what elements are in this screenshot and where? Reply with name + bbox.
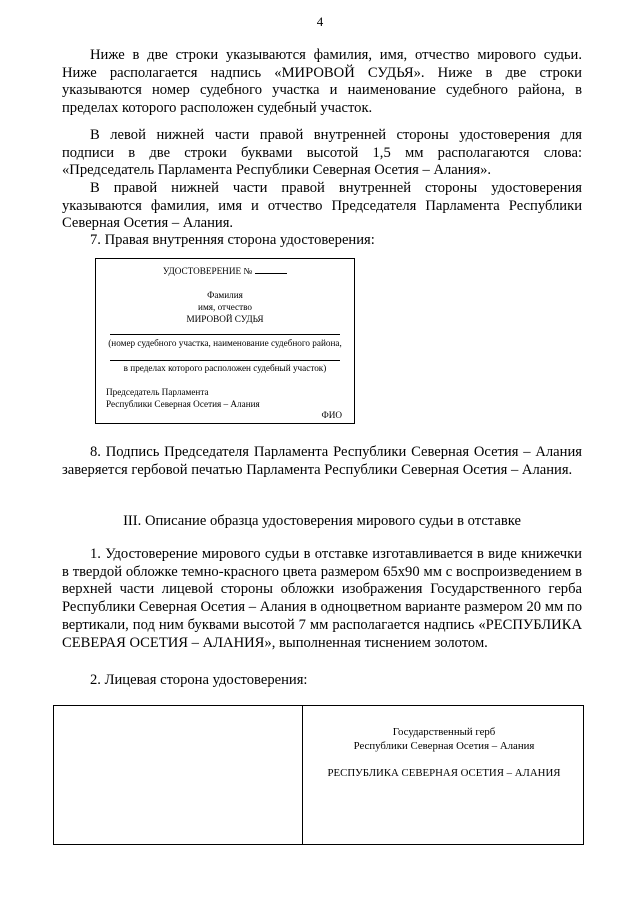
- district-rule-2: [110, 360, 340, 361]
- paragraph-item-8: 8. Подпись Председателя Парламента Республики Северная Осетия – Алания заверяется гербовой печатью Парламента Республики Северная Осетия – Алания.: [62, 444, 582, 478]
- certificate-fio: ФИО: [321, 410, 342, 420]
- paragraph-judge-name: Ниже в две строки указываются фамилия, имя, отчество мирового судьи. Ниже располагается надпись «МИРОВОЙ СУДЬЯ». Ниже в две строки указываются номер судебного участка и наименование судебного района, в пределах которого расположен судебный участок.: [62, 47, 582, 117]
- certificate-district-line1: (номер судебного участка, наименование судебного района,: [108, 338, 342, 348]
- certificate-front-sample: [53, 705, 584, 845]
- paragraph-item-7: 7. Правая внутренняя сторона удостоверения:: [90, 232, 375, 248]
- certificate-signer-line1: Председатель Парламента: [106, 387, 209, 397]
- district-rule-1: [110, 334, 340, 335]
- section-heading-3: III. Описание образца удостоверения мирового судьи в отставке: [123, 513, 521, 529]
- certificate-name-patronymic: имя, отчество: [198, 302, 252, 312]
- certificate-title-row: [96, 265, 354, 277]
- paragraph-retired-description: 1. Удостоверение мирового судьи в отставке изготавливается в виде книжечки в твердой обложке темно-красного цвета размером 65х90 мм с воспроизведением в верхней части лицевой стороны обложки изображения Государственного герба Республики Северная Осетия – Алания в одноцветном варианте размером 20 мм по вертикали, под ним буквами высотой 7 мм располагается надпись «РЕСПУБЛИКА СЕВЕРАЯ ОСЕТИЯ – АЛАНИЯ», выполненная тиснением золотом.: [62, 546, 582, 651]
- paragraph-chairman-name: В правой нижней части правой внутренней стороны удостоверения указываются фамилия, имя и отчество Председателя Парламента Республики Северная Осетия – Алания.: [62, 180, 582, 232]
- certificate-district-line2: в пределах которого расположен судебный участок): [123, 363, 327, 373]
- certificate-number-blank: [255, 265, 287, 274]
- paragraph-front-side: 2. Лицевая сторона удостоверения:: [90, 672, 308, 688]
- certificate-signer-line2: Республики Северная Осетия – Алания: [106, 399, 260, 409]
- front-emblem-line2: Республики Северная Осетия – Алания: [353, 740, 535, 752]
- certificate-inner-sample: [95, 258, 355, 424]
- page-number: 4: [316, 14, 324, 29]
- front-inscription: РЕСПУБЛИКА СЕВЕРНАЯ ОСЕТИЯ – АЛАНИЯ: [327, 767, 561, 779]
- certificate-surname: Фамилия: [207, 290, 243, 300]
- certificate-position: МИРОВОЙ СУДЬЯ: [186, 314, 264, 324]
- paragraph-chairman-signature: В левой нижней части правой внутренней стороны удостоверения для подписи в две строки буквами высотой 1,5 мм располагаются слова: «Председатель Парламента Республики Северная Осетия – Алания».: [62, 127, 582, 179]
- certificate-title: УДОСТОВЕРЕНИЕ №: [162, 266, 253, 276]
- front-emblem-line1: Государственный герб: [392, 726, 496, 738]
